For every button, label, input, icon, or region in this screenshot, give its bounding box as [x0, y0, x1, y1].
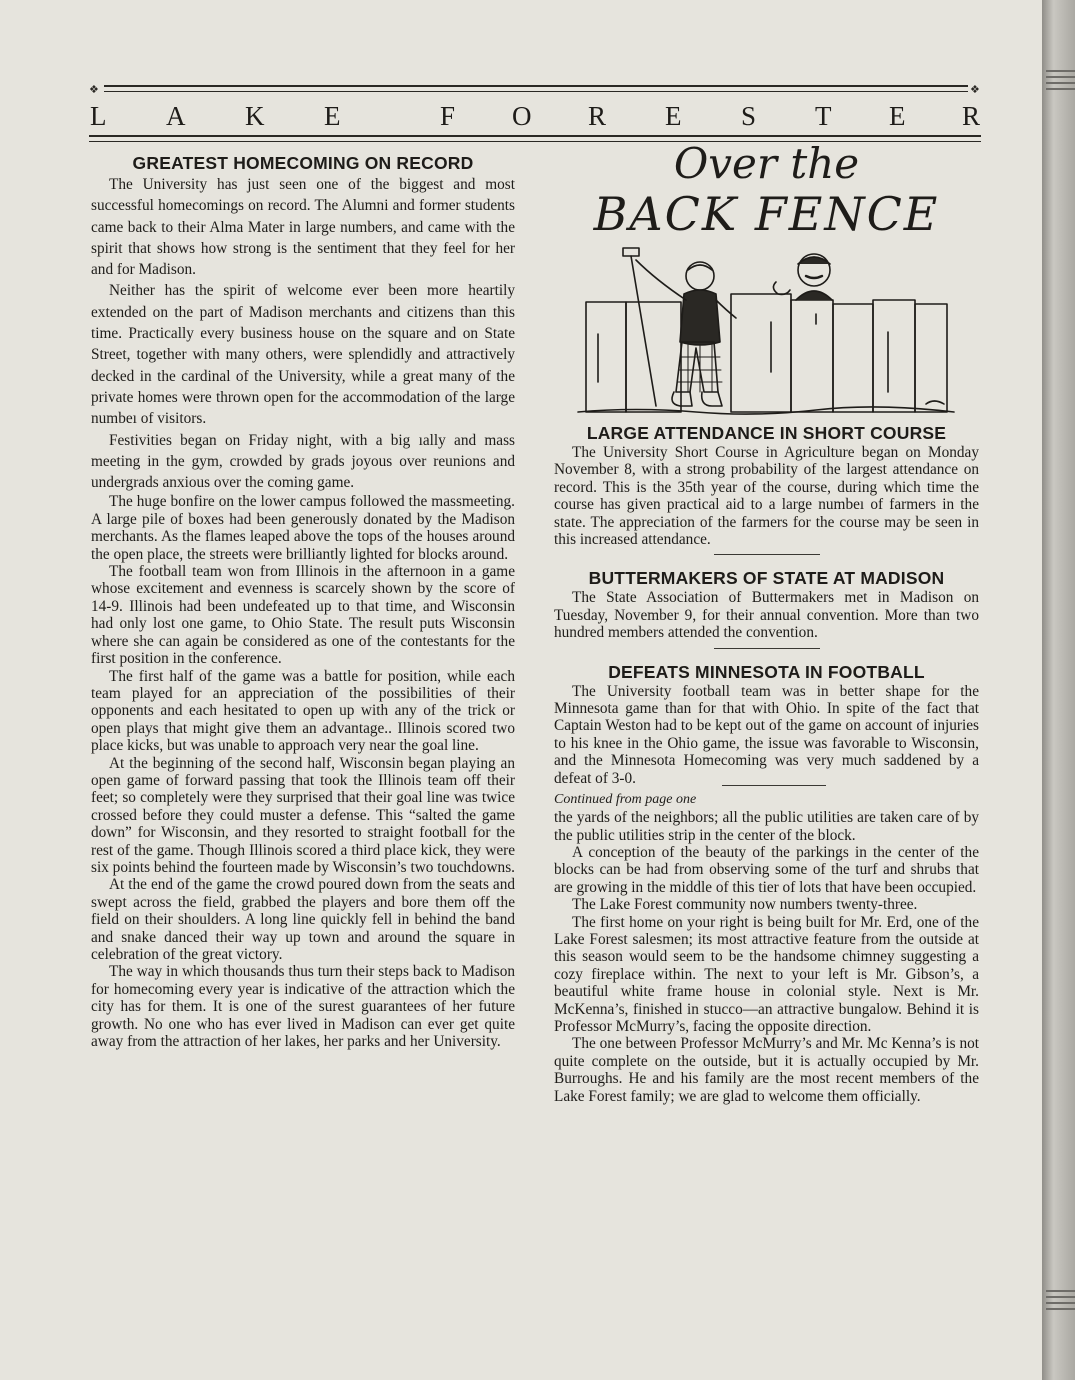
edge-mark — [1046, 1290, 1075, 1292]
article-headline: LARGE ATTENDANCE IN SHORT COURSE — [586, 423, 947, 443]
masthead-letter: F — [440, 101, 456, 131]
article-paragraph: The first half of the game was a battle for position, while each team played for an appreciation of the possibilities of their opponents and each hesitated to open up with any of the trick or open plays that might give them an advantage.. Illinois scored two place kicks, but was unable to approach very near the goal line. — [91, 667, 515, 755]
masthead — [88, 100, 983, 134]
article-separator — [714, 648, 820, 649]
article-paragraph: The football team won from Illinois in the afternoon in a game whose excitement and evenness is scarcely shown by the score of 14-9. Illinois had been undefeated up to that time, and Wisconsin had only lost one game, to Ohio State. The result puts Wisconsin where she can again be considered as one of the contestants for the first position in the conference. — [91, 563, 515, 668]
masthead-bottom-rule — [89, 135, 981, 137]
back-fence-illustration — [576, 242, 956, 420]
article-paragraph: Festivities began on Friday night, with a big ıally and mass meeting in the gym, crowded by grads joyous over reunions and undergrads anxious over the coming game. — [91, 431, 515, 492]
continued-label — [554, 791, 979, 809]
article-headline: DEFEATS MINNESOTA IN FOOTBALL — [608, 661, 925, 682]
page-edge — [1042, 0, 1075, 1380]
masthead-top-rule-thin — [104, 91, 968, 92]
masthead-letter: E — [665, 101, 682, 131]
masthead-letter: S — [741, 101, 757, 131]
left-column — [91, 152, 515, 1050]
article-headline: GREATEST HOMECOMING ON RECORD — [132, 153, 474, 173]
article-paragraph: Neither has the spirit of welcome ever been more heartily extended on the part of Madison merchants and citizens than this time. Practically every business house on the square and on State Street, together with many others, were splendidly and attractively decked in the cardinal of the University, while a great many of the private homes were thrown open for the accommodation of the large numbeı of visitors. — [91, 282, 515, 428]
article-paragraph: A conception of the beauty of the parkings in the center of the blocks can be had from observing some of the turf and shrubs that are growing in the middle of this tier of lots that have been occupied. — [554, 843, 979, 896]
article-paragraph: The way in which thousands thus turn their steps back to Madison for homecoming every year is indicative of the attraction which the city has for them. It is one of the surest guarantees of her future growth. No one who has ever lived in Madison can ever get quite away from the attraction of her lakes, her parks and her University. — [91, 963, 515, 1051]
article-paragraph: The Lake Forest community now numbers twenty-three. — [572, 896, 918, 914]
feature-title-line1: Over the — [673, 139, 860, 188]
edge-mark — [1046, 1296, 1075, 1298]
article-paragraph: The huge bonfire on the lower campus followed the massmeeting. A large pile of boxes had been generously donated by the Madison merchants. As the flames leaped above the tops of the houses around the open place, the streets were brilliantly lighted for blocks around. — [91, 493, 515, 563]
article-paragraph: At the end of the game the crowd poured down from the seats and swept across the field, grabbed the players and bore them off the field on their shoulders. A long line quickly fell in behind the band and snake danced their way up town and around the square in celebration of the great victory. — [91, 876, 515, 964]
masthead-letter: R — [962, 101, 981, 131]
masthead-letter: E — [889, 101, 906, 131]
article-paragraph: The University football team was in better shape for the Minnesota game than for that with Ohio. In spite of the fact that Captain Weston had to be kept out of the game on account of injuries to his knee in the Ohio game, the issue was favorable to Wisconsin, and the Minnesota Homecoming was very much saddened by a defeat of 3-0. — [554, 682, 979, 787]
masthead-top-rule — [104, 85, 968, 87]
feature-title-line2: BACK FENCE — [593, 187, 940, 241]
article-paragraph: The University has just seen one of the biggest and most successful homecomings on record. The Alumni and former students came back to their Alma Mater in large numbers, and came with the spirit that shows how strong is the sentiment that they feel for her and for Madison. — [91, 176, 515, 279]
article-headline: BUTTERMAKERS OF STATE AT MADISON — [588, 568, 945, 589]
fence-board — [873, 300, 915, 412]
continued-rule — [722, 785, 826, 786]
masthead-letter: R — [588, 101, 607, 131]
masthead-letter: O — [512, 101, 532, 131]
edge-mark — [1046, 70, 1075, 72]
article-paragraph: The first home on your right is being built for Mr. Erd, one of the Lake Forest salesmen; its most attractive feature from the outside at this season would seem to be the handsome chimney suggesting a cozy fireplace within. The next to your left is Mr. Gibson’s, a beautiful white frame house in colonial style. Next is Mr. McKenna’s, finished in stucco—an attractive bungalow. Behind it is Professor McMurry’s, facing the opposite direction. — [554, 913, 979, 1035]
masthead-letter: K — [245, 101, 265, 131]
article-paragraph: The one between Professor McMurry’s and Mr. Mc Kenna’s is not quite complete on the outside, but it is actually occupied by Mr. Burroughs. He and his family are the most recent members of the Lake Forest family; we are glad to welcome them officially. — [554, 1035, 979, 1105]
edge-mark — [1046, 82, 1075, 84]
article-paragraph: At the beginning of the second half, Wisconsin began playing an open game of forward passing that took the Illinois team off their feet; so completely were they surprised that their goal line was twice crossed before they could muster a defense. This “salted the game down” for Wisconsin, and they resorted to straight football for the rest of the game. Though Illinois scored a third place kick, they were six points behind the fourteen made by Wisconsin’s two touchdowns. — [91, 754, 515, 876]
continued-label-text: Continued from page one — [554, 792, 697, 808]
article-paragraph: the yards of the neighbors; all the public utilities are taken care of by the public utilities strip in the center of the block. — [554, 809, 979, 844]
masthead-letter: E — [324, 101, 341, 131]
fence-board — [833, 304, 873, 412]
article-paragraph: The State Association of Buttermakers met in Madison on Tuesday, November 9, for their annual convention. More than two hundred members attended the convention. — [554, 589, 979, 642]
edge-mark — [1046, 76, 1075, 78]
masthead-letter: L — [90, 101, 107, 131]
feature-title — [554, 140, 979, 240]
edge-mark — [1046, 1308, 1075, 1310]
ornament-diamond-icon: ❖ — [89, 83, 99, 96]
edge-mark — [1046, 88, 1075, 90]
fence-board — [915, 304, 947, 412]
article-paragraph: The University Short Course in Agriculture began on Monday November 8, with a strong probability of the largest attendance on record. This is the 35th year of the course, during which time the course has given practical aid to a large numbeı of farmers in the state. The appreciation of the farmers for the course may be seen in this increased attendance. — [554, 444, 979, 549]
edge-mark — [1046, 1302, 1075, 1304]
article-separator — [714, 554, 820, 555]
masthead-letter: T — [815, 101, 832, 131]
right-column — [554, 140, 979, 1105]
fence-board — [586, 302, 626, 412]
masthead-letter: A — [166, 101, 186, 131]
ornament-diamond-icon: ❖ — [970, 83, 980, 96]
fence-board — [791, 300, 833, 412]
fence-board — [731, 294, 791, 412]
